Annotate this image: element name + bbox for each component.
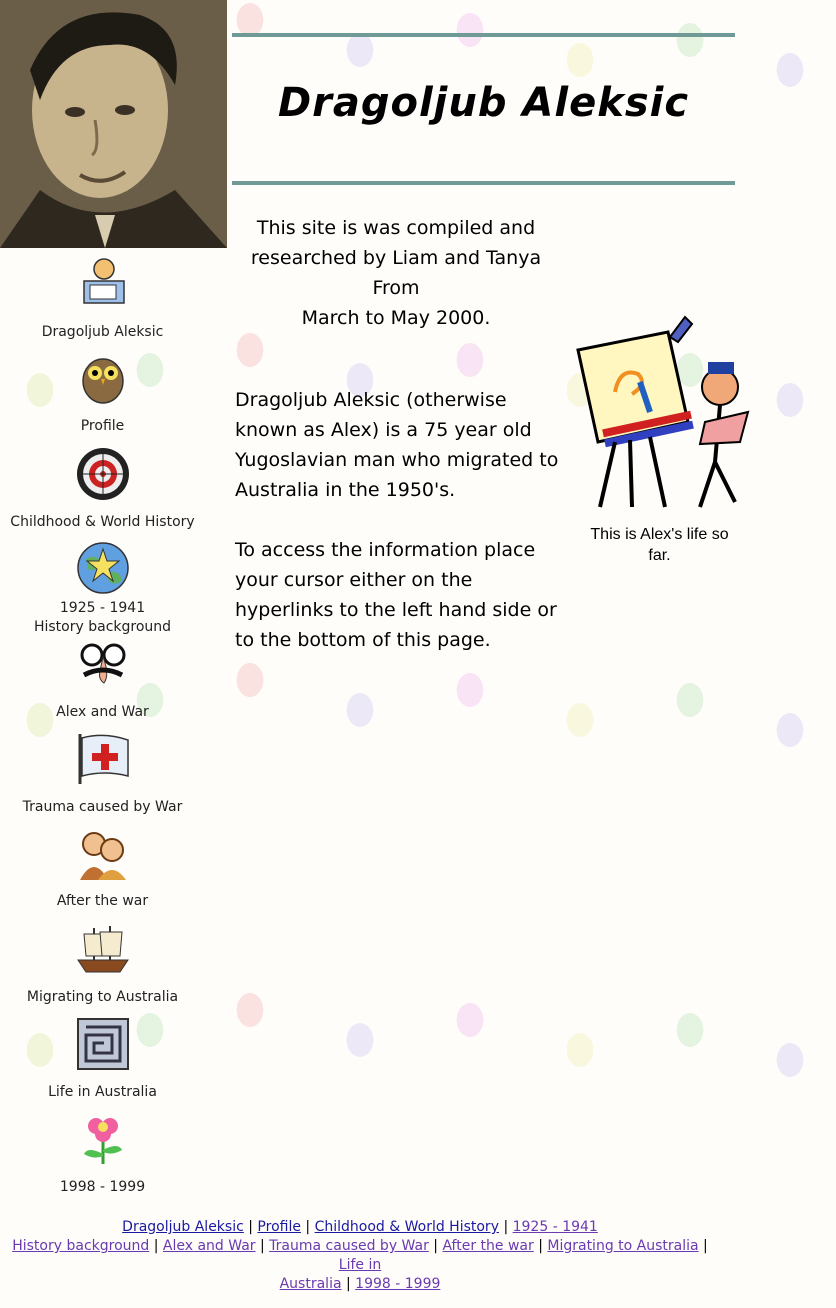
sidenav-label[interactable]: Alex and War [56,704,149,720]
credit-block [236,213,556,333]
footer-link-1925-1941[interactable]: 1925 - 1941 [512,1219,598,1235]
footer-link-history-background[interactable]: History background [12,1238,150,1254]
footer-separator: | [538,1238,543,1254]
sidenav-item-migrating-to-australia[interactable] [0,920,205,1007]
footer-separator: | [260,1238,265,1254]
dartboard-icon[interactable] [74,445,132,503]
credit-line: March to May 2000. [301,307,491,329]
credit-line: This site is was compiled and [256,217,536,239]
sidenav-label[interactable]: Trauma caused by War [22,799,183,815]
flower-icon[interactable] [74,1110,132,1168]
footer-separator: | [305,1219,311,1235]
sidenav-label[interactable]: 1998 - 1999 [59,1179,146,1195]
footer-separator: | [346,1276,351,1292]
sidenav-item-1998-1999[interactable] [0,1110,205,1197]
disguise-glasses-icon[interactable] [74,635,132,693]
footer-link-childhood-world-history[interactable]: Childhood & World History [314,1219,499,1235]
sidenav-label[interactable]: Childhood & World History [10,514,195,530]
footer-link-trauma-caused-by-war[interactable]: Trauma caused by War [269,1238,429,1254]
footer-separator: | [433,1238,439,1254]
maze-icon[interactable] [74,1015,132,1073]
sidenav-label[interactable]: 1925 - 1941 [59,600,146,616]
header-bottom-rule [232,181,735,185]
owl-icon[interactable] [74,349,132,407]
sidenav-label[interactable]: Migrating to Australia [26,989,179,1005]
family-portrait-icon[interactable] [74,824,132,882]
sidenav-item-trauma-caused-by-war[interactable] [0,730,205,817]
footer-link-dragoljub-aleksic[interactable]: Dragoljub Aleksic [122,1219,244,1235]
credit-line: From [372,277,420,299]
reading-person-icon[interactable] [74,255,132,313]
access-instructions: To access the information place your cursor either on the hyperlinks to the left hand side or to the bottom of this page. [235,539,557,651]
footer-separator: | [703,1238,708,1254]
red-cross-flag-icon[interactable] [74,730,132,788]
footer-links [10,1218,710,1294]
sidenav-label[interactable]: Life in Australia [48,1084,157,1100]
footer-link-australia[interactable]: Australia [279,1276,342,1292]
sidenav-label[interactable]: Dragoljub Aleksic [41,324,164,340]
page-title: Dragoljub Aleksic [277,80,690,126]
footer-separator: | [503,1219,509,1235]
footer-link-alex-and-war[interactable]: Alex and War [162,1238,256,1254]
footer-link-profile[interactable]: Profile [257,1219,301,1235]
sidenav-item-alex-and-war[interactable] [0,635,205,722]
intro-paragraph: Dragoljub Aleksic (otherwise known as Alex) is a 75 year old Yugoslavian man who migrated to Australia in the 1950's. [235,389,559,501]
painter-at-easel-icon [570,312,750,517]
sidenav-item-profile[interactable] [0,349,205,436]
credit-line: researched by Liam and Tanya [250,247,542,269]
footer-link-after-the-war[interactable]: After the war [442,1238,534,1254]
sidenav-item-life-in-australia[interactable] [0,1015,205,1102]
sidenav-label[interactable]: History background [33,619,172,635]
sidenav-item-dragoljub-aleksic[interactable] [0,255,205,342]
portrait-image [0,0,227,248]
footer-link-migrating-to-australia[interactable]: Migrating to Australia [547,1238,699,1254]
portrait-photo [0,0,227,248]
sidenav-item-1925-1941[interactable] [0,539,205,637]
sidenav-item-childhood-world-history[interactable] [0,445,205,532]
footer-link-1998-1999[interactable]: 1998 - 1999 [355,1276,441,1292]
sidenav-label[interactable]: After the war [56,893,149,909]
globe-star-icon[interactable] [74,539,132,597]
footer-separator: | [248,1219,253,1235]
sidenav-item-after-the-war[interactable] [0,824,205,911]
footer-separator: | [153,1238,159,1254]
header-top-rule [232,33,735,37]
sidenav-label[interactable]: Profile [80,418,125,434]
footer-link-life-in[interactable]: Life in [338,1257,382,1273]
sailing-ship-icon[interactable] [74,920,132,978]
artist-caption: This is Alex's life so far. [590,526,729,564]
